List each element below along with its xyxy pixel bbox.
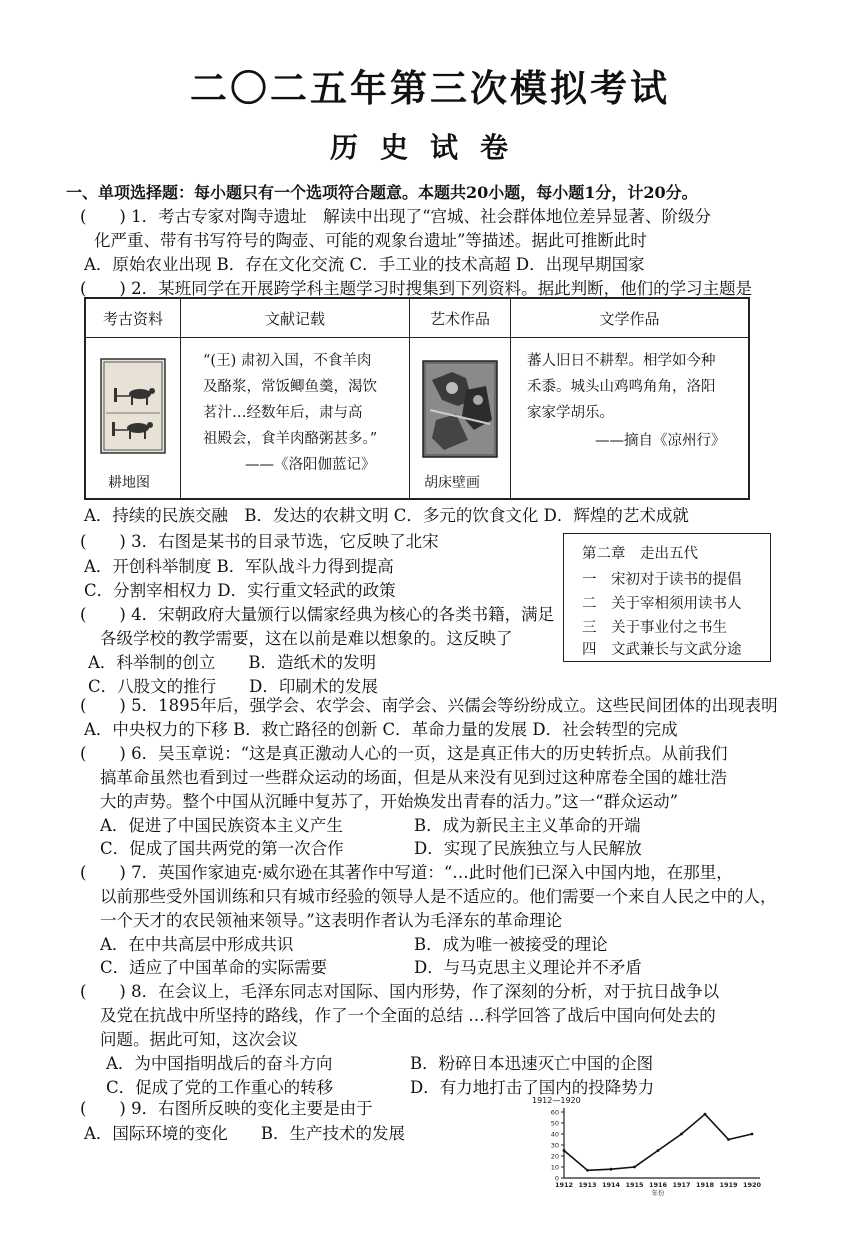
literature-cell <box>511 338 748 498</box>
q3-stem: ( ) 3．右图是某书的目录节选，它反映了北宋 <box>80 532 439 551</box>
q6-stem-line3: 大的声势。整个中国从沉睡中复苏了，开始焕发出青春的活力。”这一“群众运动” <box>100 792 679 811</box>
q3-options-cd: C．分割宰相权力 D．实行重文轻武的政策 <box>84 581 396 600</box>
q7-option-c: C．适应了中国革命的实际需要 <box>100 958 328 977</box>
series-line <box>564 1114 752 1170</box>
y-tick-label: 40 <box>550 1130 559 1139</box>
data-point <box>704 1113 707 1116</box>
q9-options: A．国际环境的变化 B．生产技术的发展 <box>84 1124 406 1143</box>
q8-option-d: D．有力地打击了国内的投降势力 <box>410 1078 655 1097</box>
q9-stem: ( ) 9．右图所反映的变化主要是由于 <box>80 1099 373 1118</box>
header-archaeology: 考古资料 <box>85 298 181 338</box>
lit-source: ——摘自《凉州行》 <box>595 433 726 449</box>
q4-options-cd: C．八股文的推行 D．印刷术的发展 <box>88 677 378 696</box>
q8-option-a: A．为中国指明战后的奋斗方向 <box>106 1054 333 1073</box>
exam-title: 二〇二五年第三次模拟考试 <box>190 66 670 110</box>
q5-options: A．中央权力的下移 B．救亡路径的创新 C．革命力量的发展 D．社会转型的完成 <box>84 720 678 739</box>
y-tick-label: 10 <box>550 1163 559 1172</box>
chart-title: 1912—1920 <box>532 1096 581 1105</box>
x-tick-label: 1912 <box>554 1181 574 1189</box>
q7-stem-line2: 以前那些受外国训练和只有城市经验的领导人是不适应的。他们需要一个来自人民之中的人， <box>100 887 777 906</box>
doc-line4: 祖殿会，食羊肉酪粥甚多。” <box>203 431 378 447</box>
q3-options-ab: A．开创科举制度 B．军队战斗力得到提高 <box>84 557 394 576</box>
toc-excerpt-box <box>563 533 771 662</box>
q1-options: A．原始农业出现 B．存在文化交流 C．手工业的技术高超 D．出现早期国家 <box>84 255 645 274</box>
header-literature: 文学作品 <box>511 298 750 338</box>
toc-heading: 第二章 走出五代 <box>582 546 698 562</box>
x-axis-label: 年份 <box>651 1189 665 1196</box>
x-tick-label: 1913 <box>578 1181 597 1189</box>
section-heading: 一、单项选择题：每小题只有一个选项符合题意。本题共20小题，每小题1分，计20分。 <box>66 183 698 202</box>
q2-options: A．持续的民族交融 B．发达的农耕文明 C．多元的饮食文化 D．辉煌的艺术成就 <box>84 506 689 525</box>
q5-stem: ( ) 5．1895年后，强学会、农学会、南学会、兴儒会等纷纷成立。这些民间团体的出现表明 <box>80 696 778 715</box>
x-tick-label: 1914 <box>601 1181 621 1189</box>
doc-line1: “(王) 肃初入国，不食羊肉 <box>203 353 372 369</box>
header-documents: 文献记载 <box>181 298 410 338</box>
y-tick-label: 0 <box>554 1174 559 1183</box>
q7-stem-line3: 一个天才的农民领袖来领导。”这表明作者认为毛泽东的革命理论 <box>100 911 563 930</box>
q8-stem-line2: 及党在抗战中所坚持的路线，作了一个全面的总结 …科学回答了战后中国向何处去的 <box>100 1006 716 1025</box>
q8-stem-line1: ( ) 8．在会议上，毛泽东同志对国际、国内形势，作了深刻的分析，对于抗日战争以 <box>80 982 720 1001</box>
y-tick-label: 20 <box>550 1152 559 1161</box>
q1-stem-line2: 化严重、带有书写符号的陶壶、可能的观象台遗址”等描述。据此可推断此时 <box>94 231 647 250</box>
plowing-image-cell <box>86 338 180 498</box>
q6-option-b: B．成为新民主主义革命的开端 <box>414 816 641 835</box>
x-tick-label: 1916 <box>648 1181 668 1189</box>
q6-option-a: A．促进了中国民族资本主义产生 <box>100 816 343 835</box>
q6-option-d: D．实现了民族独立与人民解放 <box>414 839 642 858</box>
toc-item-1: 一 宋初对于读书的提倡 <box>582 572 742 588</box>
q2-source-table <box>84 297 750 500</box>
header-artwork: 艺术作品 <box>410 298 511 338</box>
lit-line3: 家家学胡乐。 <box>527 405 614 421</box>
q8-option-c: C．促成了党的工作重心的转移 <box>106 1078 334 1097</box>
y-tick-label: 30 <box>550 1141 559 1150</box>
data-point <box>727 1138 730 1141</box>
data-point <box>610 1168 613 1171</box>
plowing-picture <box>100 358 166 454</box>
q7-option-d: D．与马克思主义理论并不矛盾 <box>414 958 642 977</box>
q6-stem-line1: ( ) 6．吴玉章说：“这是真正激动人心的一页，这是真正伟大的历史转折点。从前我们 <box>80 744 728 763</box>
q6-option-c: C．促成了国共两党的第一次合作 <box>100 839 344 858</box>
q1-stem-line1: ( ) 1．考古专家对陶寺遗址 解读中出现了“宫城、社会群体地位差异显著、阶级分 <box>80 207 712 226</box>
data-point <box>633 1166 636 1169</box>
q4-stem-line1: ( ) 4．宋朝政府大量颁行以儒家经典为核心的各类书籍，满足 <box>80 605 555 624</box>
x-tick-label: 1917 <box>672 1181 691 1189</box>
lit-line2: 禾黍。城头山鸡鸣角角，洛阳 <box>527 379 716 395</box>
mural-image-cell <box>410 338 510 498</box>
x-tick-label: 1919 <box>719 1181 738 1189</box>
mural-picture <box>422 360 498 458</box>
x-tick-label: 1915 <box>625 1181 644 1189</box>
data-point <box>657 1149 660 1152</box>
data-point <box>751 1133 754 1136</box>
chart-svg <box>512 1096 774 1196</box>
plowing-caption: 耕地图 <box>108 475 150 491</box>
q9-chart <box>512 1096 774 1196</box>
q7-option-a: A．在中共高层中形成共识 <box>100 935 294 954</box>
x-tick-label: 1918 <box>695 1181 715 1189</box>
toc-item-4: 四 文武兼长与文武分途 <box>582 642 742 658</box>
q6-stem-line2: 搞革命虽然也看到过一些群众运动的场面，但是从来没有见到过这种席卷全国的雄壮浩 <box>100 768 727 787</box>
y-tick-label: 60 <box>550 1108 559 1117</box>
toc-item-2: 二 关于宰相须用读书人 <box>582 596 742 612</box>
data-point <box>563 1149 566 1152</box>
exam-subtitle: 历史试卷 <box>329 131 530 164</box>
lit-line1: 蕃人旧日不耕犁。相学如今种 <box>527 353 716 369</box>
document-cell <box>181 338 409 498</box>
x-tick-label: 1920 <box>742 1181 762 1189</box>
data-point <box>680 1133 683 1136</box>
q7-option-b: B．成为唯一被接受的理论 <box>414 935 608 954</box>
y-tick-label: 50 <box>550 1119 559 1128</box>
doc-source: ——《洛阳伽蓝记》 <box>245 457 376 473</box>
doc-line3: 茗汁…经数年后，肃与高 <box>203 405 363 421</box>
mural-caption: 胡床壁画 <box>424 475 480 491</box>
toc-item-3: 三 关于事业付之书生 <box>582 620 727 636</box>
q8-stem-line3: 问题。据此可知，这次会议 <box>100 1030 298 1049</box>
q7-stem-line1: ( ) 7．英国作家迪克·威尔逊在其著作中写道：“…此时他们已深入中国内地，在那里， <box>80 863 733 882</box>
doc-line2: 及酪浆，常饭鲫鱼羹，渴饮 <box>203 379 377 395</box>
q4-stem-line2: 各级学校的教学需要，这在以前是难以想象的。这反映了 <box>100 629 513 648</box>
data-point <box>586 1169 589 1172</box>
q2-stem: ( ) 2．某班同学在开展跨学科主题学习时搜集到下列资料。据此判断，他们的学习主题是 <box>80 279 753 298</box>
q8-option-b: B．粉碎日本迅速灭亡中国的企图 <box>410 1054 654 1073</box>
q4-options-ab: A．科举制的创立 B．造纸术的发明 <box>88 653 377 672</box>
